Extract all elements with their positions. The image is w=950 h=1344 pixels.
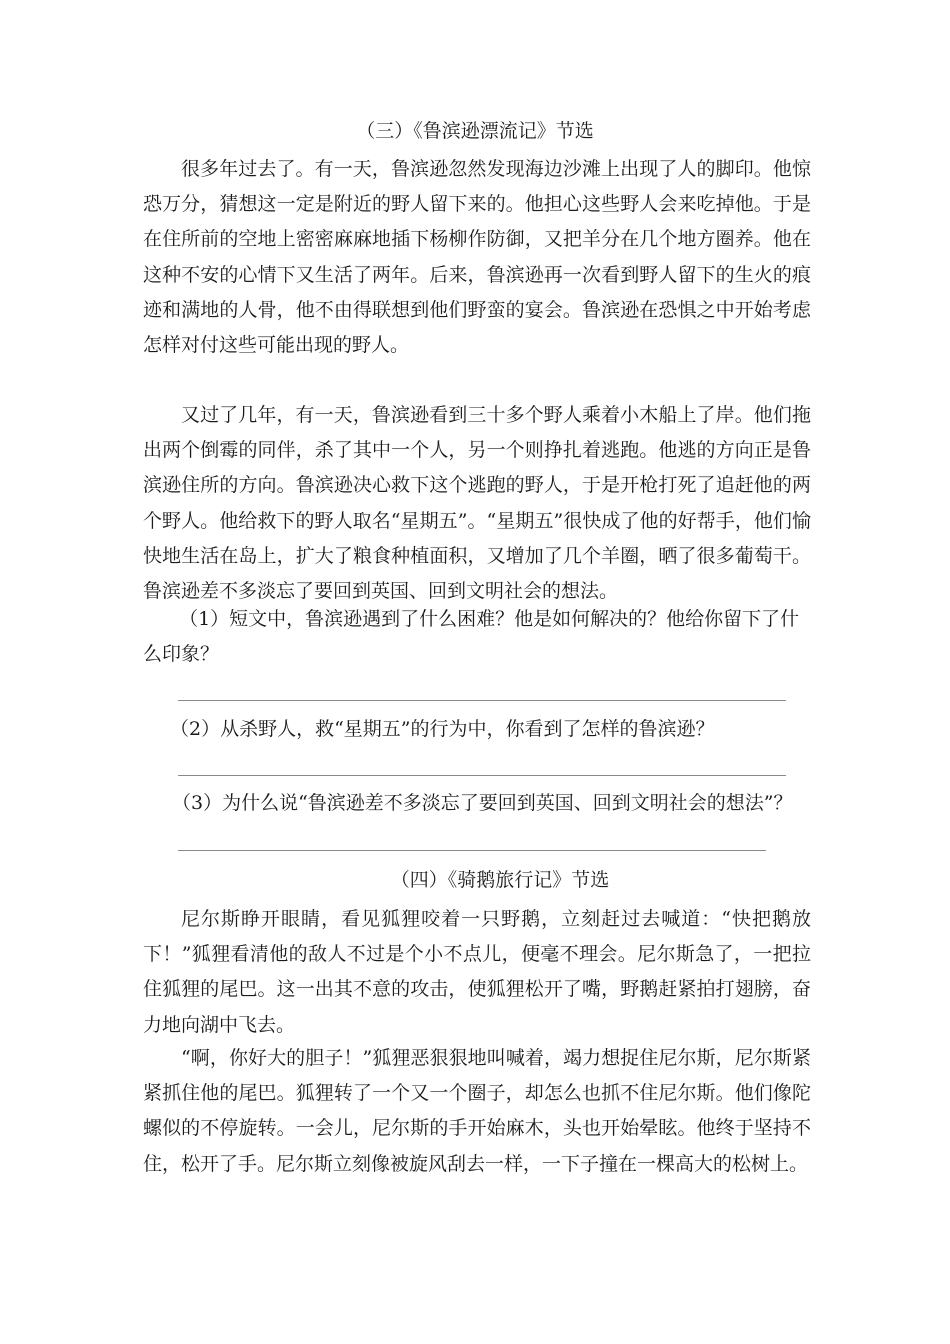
robinson-paragraph-2: 又过了几年，有一天，鲁滨逊看到三十多个野人乘着小木船上了岸。他们拖出两个倒霉的同伴，杀了其中一个人，另一个则挣扎着逃跑。他逃的方向正是鲁滨逊住所的方向。鲁滨逊决心救下这个逃跑的野人，于是开枪打死了追赶他的两个野人。他给救下的野人取名“星期五”。“星期五”很快成了他的好帮手，他们愉快地生活在岛上，扩大了粮食种植面积，又增加了几个羊圈，晒了很多葡萄干。鲁滨逊差不多淡忘了要回到英国、回到文明社会的想法。 bbox=[143, 404, 811, 603]
nils-paragraph-1: 尼尔斯睁开眼睛，看见狐狸咬着一只野鹅，立刻赶过去喊道：“快把鹅放下！”狐狸看清他的敌人不过是个小不点儿，便毫不理会。尼尔斯急了，一把拉住狐狸的尾巴。这一出其不意的攻击，使狐狸松开了嘴，野鹅赶紧拍打翅膀，奋力地向湖中飞去。 bbox=[143, 908, 811, 1036]
section-title-robinson: （三）《鲁滨逊漂流记》节选 bbox=[356, 120, 594, 142]
nils-paragraph-2: “啊，你好大的胆子！”狐狸恶狠狠地叫喊着，竭力想捉住尼尔斯，尼尔斯紧紧抓住他的尾巴。狐狸转了一个又一个圈子，却怎么也抓不住尼尔斯。他们像陀螺似的不停旋转。一会儿，尼尔斯的手开始麻木，头也开始晕眩。他终于坚持不住，松开了手。尼尔斯立刻像被旋风刮去一样，一下子撞在一棵高大的松树上。 bbox=[143, 1047, 811, 1175]
answer-line-3[interactable] bbox=[178, 850, 766, 851]
question-3: （3）为什么说“鲁滨逊差不多淡忘了要回到英国、回到文明社会的想法”？ bbox=[172, 792, 793, 814]
answer-line-1[interactable] bbox=[178, 700, 786, 701]
answer-line-2[interactable] bbox=[178, 775, 786, 776]
robinson-paragraph-1: 很多年过去了。有一天，鲁滨逊忽然发现海边沙滩上出现了人的脚印。他惊恐万分，猜想这一定是附近的野人留下来的。他担心这些野人会来吃掉他。于是在住所前的空地上密密麻麻地插下杨柳作防御，又把羊分在几个地方圈养。他在这种不安的心情下又生活了两年。后来，鲁滨逊再一次看到野人留下的生火的痕迹和满地的人骨，他不由得联想到他们野蛮的宴会。鲁滨逊在恐惧之中开始考虑怎样对付这些可能出现的野人。 bbox=[143, 158, 811, 357]
section-title-nils: （四）《骑鹅旅行记》节选 bbox=[390, 869, 610, 891]
question-1: （1）短文中，鲁滨逊遇到了什么困难？他是如何解决的？他给你留下了什么印象？ bbox=[143, 608, 800, 666]
question-2: （2）从杀野人，救“星期五”的行为中，你看到了怎样的鲁滨逊？ bbox=[170, 718, 715, 740]
